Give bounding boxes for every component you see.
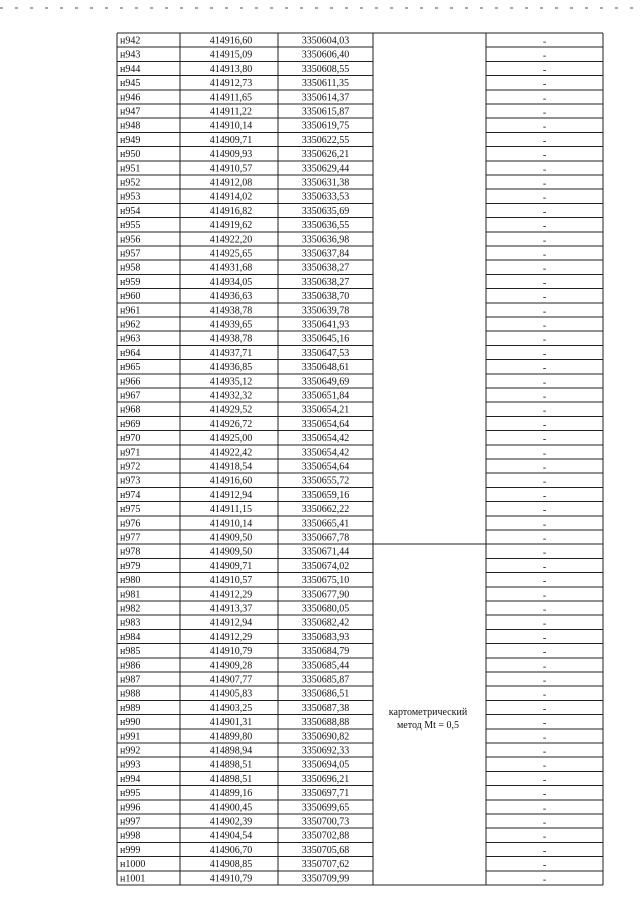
x-coordinate-cell: 414910,14 bbox=[209, 518, 253, 530]
precision-cell: - bbox=[542, 590, 547, 602]
x-coordinate-cell: 414910,14 bbox=[209, 120, 253, 132]
x-coordinate-cell: 414929,52 bbox=[209, 404, 253, 416]
point-id-cell: н1000 bbox=[120, 859, 146, 871]
precision-cell: - bbox=[542, 277, 547, 289]
precision-cell: - bbox=[542, 561, 547, 573]
precision-cell: - bbox=[542, 604, 547, 616]
precision-cell: - bbox=[542, 618, 547, 630]
point-id-cell: н977 bbox=[120, 532, 141, 544]
point-id-cell: н945 bbox=[120, 78, 141, 90]
precision-cell: - bbox=[542, 348, 547, 360]
y-coordinate-cell: 3350654,42 bbox=[301, 433, 350, 445]
method-label-line2: метод Mt = 0,5 bbox=[396, 720, 460, 731]
precision-cell: - bbox=[542, 320, 547, 332]
point-id-cell: н950 bbox=[120, 149, 141, 161]
y-coordinate-cell: 3350638,27 bbox=[301, 276, 350, 288]
point-id-cell: н978 bbox=[120, 546, 141, 558]
point-id-cell: н962 bbox=[120, 319, 141, 331]
x-coordinate-cell: 414935,12 bbox=[209, 376, 253, 388]
precision-cell: - bbox=[542, 391, 547, 403]
x-coordinate-cell: 414922,20 bbox=[209, 234, 253, 246]
precision-cell: - bbox=[542, 476, 547, 488]
precision-cell: - bbox=[542, 732, 547, 744]
precision-cell: - bbox=[542, 221, 547, 233]
y-coordinate-cell: 3350692,33 bbox=[301, 745, 350, 757]
x-coordinate-cell: 414898,51 bbox=[209, 759, 253, 771]
precision-cell: - bbox=[542, 803, 547, 815]
y-coordinate-cell: 3350707,62 bbox=[301, 859, 350, 871]
x-coordinate-cell: 414907,77 bbox=[209, 674, 253, 686]
y-coordinate-cell: 3350604,03 bbox=[301, 35, 350, 47]
precision-cell: - bbox=[542, 533, 547, 545]
point-id-cell: н976 bbox=[120, 518, 141, 530]
y-coordinate-cell: 3350631,38 bbox=[301, 177, 350, 189]
y-coordinate-cell: 3350635,69 bbox=[301, 205, 350, 217]
y-coordinate-cell: 3350619,75 bbox=[301, 120, 350, 132]
x-coordinate-cell: 414912,73 bbox=[209, 78, 253, 90]
table-grid bbox=[117, 33, 603, 885]
point-id-cell: н970 bbox=[120, 433, 141, 445]
y-coordinate-cell: 3350626,21 bbox=[301, 149, 350, 161]
precision-cell: - bbox=[542, 547, 547, 559]
point-id-cell: н948 bbox=[120, 120, 141, 132]
y-coordinate-cell: 3350705,68 bbox=[301, 844, 350, 856]
x-coordinate-cell: 414900,45 bbox=[209, 802, 253, 814]
precision-cell: - bbox=[542, 689, 547, 701]
precision-cell: - bbox=[542, 135, 547, 147]
precision-cell: - bbox=[542, 292, 547, 304]
x-coordinate-cell: 414914,02 bbox=[209, 191, 253, 203]
y-coordinate-cell: 3350654,21 bbox=[301, 404, 350, 416]
point-id-cell: н971 bbox=[120, 447, 141, 459]
precision-cell: - bbox=[542, 263, 547, 275]
x-coordinate-cell: 414911,65 bbox=[209, 92, 253, 104]
point-id-cell: н947 bbox=[120, 106, 141, 118]
x-coordinate-cell: 414909,93 bbox=[209, 149, 253, 161]
point-id-cell: н964 bbox=[120, 347, 141, 359]
x-coordinate-cell: 414939,65 bbox=[209, 319, 253, 331]
y-coordinate-cell: 3350697,71 bbox=[301, 788, 350, 800]
point-id-cell: н973 bbox=[120, 475, 141, 487]
x-coordinate-cell: 414936,63 bbox=[209, 291, 253, 303]
y-coordinate-cell: 3350687,38 bbox=[301, 702, 350, 714]
y-coordinate-cell: 3350638,70 bbox=[301, 291, 350, 303]
precision-cell: - bbox=[542, 93, 547, 105]
precision-cell: - bbox=[542, 831, 547, 843]
precision-cell: - bbox=[542, 448, 547, 460]
x-coordinate-cell: 414901,31 bbox=[209, 717, 253, 729]
y-coordinate-cell: 3350654,64 bbox=[301, 418, 350, 430]
point-id-cell: н993 bbox=[120, 759, 141, 771]
y-coordinate-cell: 3350690,82 bbox=[301, 731, 350, 743]
point-id-cell: н997 bbox=[120, 816, 141, 828]
precision-cell: - bbox=[542, 249, 547, 261]
y-coordinate-cell: 3350655,72 bbox=[301, 475, 350, 487]
point-id-cell: н985 bbox=[120, 646, 141, 658]
point-id-cell: н960 bbox=[120, 291, 141, 303]
point-id-cell: н988 bbox=[120, 688, 141, 700]
y-coordinate-cell: 3350665,41 bbox=[301, 518, 350, 530]
precision-cell: - bbox=[542, 519, 547, 531]
precision-cell: - bbox=[542, 718, 547, 730]
y-coordinate-cell: 3350649,69 bbox=[301, 376, 350, 388]
y-coordinate-cell: 3350611,35 bbox=[301, 78, 350, 90]
y-coordinate-cell: 3350639,78 bbox=[301, 305, 350, 317]
x-coordinate-cell: 414918,54 bbox=[209, 461, 253, 473]
precision-cell: - bbox=[542, 505, 547, 517]
precision-cell: - bbox=[542, 817, 547, 829]
y-coordinate-cell: 3350648,61 bbox=[301, 362, 350, 374]
x-coordinate-cell: 414906,70 bbox=[209, 844, 253, 856]
y-coordinate-cell: 3350682,42 bbox=[301, 617, 350, 629]
x-coordinate-cell: 414913,37 bbox=[209, 603, 253, 615]
point-id-cell: н943 bbox=[120, 49, 141, 61]
precision-cell: - bbox=[542, 874, 547, 886]
y-coordinate-cell: 3350675,10 bbox=[301, 575, 350, 587]
point-id-cell: н957 bbox=[120, 248, 141, 260]
precision-cell: - bbox=[542, 576, 547, 588]
precision-cell: - bbox=[542, 178, 547, 190]
point-id-cell: н996 bbox=[120, 802, 141, 814]
precision-cell: - bbox=[542, 434, 547, 446]
y-coordinate-cell: 3350659,16 bbox=[301, 489, 350, 501]
y-coordinate-cell: 3350651,84 bbox=[301, 390, 350, 402]
y-coordinate-cell: 3350641,93 bbox=[301, 319, 350, 331]
point-id-cell: н990 bbox=[120, 717, 141, 729]
precision-cell: - bbox=[542, 36, 547, 48]
y-coordinate-cell: 3350680,05 bbox=[301, 603, 350, 615]
point-id-cell: н980 bbox=[120, 575, 141, 587]
point-id-cell: н983 bbox=[120, 617, 141, 629]
x-coordinate-cell: 414912,29 bbox=[209, 631, 253, 643]
y-coordinate-cell: 3350608,55 bbox=[301, 63, 350, 75]
x-coordinate-cell: 414912,29 bbox=[209, 589, 253, 601]
precision-cell: - bbox=[542, 306, 547, 318]
point-id-cell: н959 bbox=[120, 276, 141, 288]
table-cells bbox=[120, 36, 546, 886]
point-id-cell: н965 bbox=[120, 362, 141, 374]
precision-cell: - bbox=[542, 419, 547, 431]
y-coordinate-cell: 3350654,64 bbox=[301, 461, 350, 473]
x-coordinate-cell: 414908,85 bbox=[209, 859, 253, 871]
y-coordinate-cell: 3350667,78 bbox=[301, 532, 350, 544]
precision-cell: - bbox=[542, 107, 547, 119]
point-id-cell: н958 bbox=[120, 262, 141, 274]
y-coordinate-cell: 3350700,73 bbox=[301, 816, 350, 828]
precision-cell: - bbox=[542, 647, 547, 659]
point-id-cell: н954 bbox=[120, 205, 141, 217]
x-coordinate-cell: 414938,78 bbox=[209, 305, 253, 317]
y-coordinate-cell: 3350696,21 bbox=[301, 773, 350, 785]
x-coordinate-cell: 414937,71 bbox=[209, 347, 253, 359]
precision-cell: - bbox=[542, 363, 547, 375]
precision-cell: - bbox=[542, 164, 547, 176]
y-coordinate-cell: 3350629,44 bbox=[301, 163, 350, 175]
x-coordinate-cell: 414909,71 bbox=[209, 560, 253, 572]
point-id-cell: н991 bbox=[120, 731, 141, 743]
x-coordinate-cell: 414925,00 bbox=[209, 433, 253, 445]
precision-cell: - bbox=[542, 490, 547, 502]
precision-cell: - bbox=[542, 377, 547, 389]
precision-cell: - bbox=[542, 675, 547, 687]
x-coordinate-cell: 414910,57 bbox=[209, 163, 253, 175]
y-coordinate-cell: 3350709,99 bbox=[301, 873, 350, 885]
x-coordinate-cell: 414903,25 bbox=[209, 702, 253, 714]
y-coordinate-cell: 3350671,44 bbox=[301, 546, 350, 558]
x-coordinate-cell: 414919,62 bbox=[209, 220, 253, 232]
point-id-cell: н995 bbox=[120, 788, 141, 800]
point-id-cell: н944 bbox=[120, 63, 141, 75]
point-id-cell: н999 bbox=[120, 844, 141, 856]
x-coordinate-cell: 414910,57 bbox=[209, 575, 253, 587]
point-id-cell: н963 bbox=[120, 333, 141, 345]
x-coordinate-cell: 414909,28 bbox=[209, 660, 253, 672]
precision-cell: - bbox=[542, 64, 547, 76]
x-coordinate-cell: 414912,08 bbox=[209, 177, 253, 189]
precision-cell: - bbox=[542, 789, 547, 801]
x-coordinate-cell: 414916,82 bbox=[209, 205, 253, 217]
precision-cell: - bbox=[542, 845, 547, 857]
y-coordinate-cell: 3350685,87 bbox=[301, 674, 350, 686]
y-coordinate-cell: 3350686,51 bbox=[301, 688, 350, 700]
point-id-cell: н982 bbox=[120, 603, 141, 615]
y-coordinate-cell: 3350702,88 bbox=[301, 830, 350, 842]
point-id-cell: н955 bbox=[120, 220, 141, 232]
x-coordinate-cell: 414909,71 bbox=[209, 134, 253, 146]
point-id-cell: н968 bbox=[120, 404, 141, 416]
x-coordinate-cell: 414911,15 bbox=[209, 504, 253, 516]
x-coordinate-cell: 414899,16 bbox=[209, 788, 253, 800]
y-coordinate-cell: 3350647,53 bbox=[301, 347, 350, 359]
x-coordinate-cell: 414898,51 bbox=[209, 773, 253, 785]
x-coordinate-cell: 414910,79 bbox=[209, 646, 253, 658]
point-id-cell: н1001 bbox=[120, 873, 146, 885]
precision-cell: - bbox=[542, 405, 547, 417]
point-id-cell: н989 bbox=[120, 702, 141, 714]
point-id-cell: н972 bbox=[120, 461, 141, 473]
precision-cell: - bbox=[542, 746, 547, 758]
y-coordinate-cell: 3350685,44 bbox=[301, 660, 350, 672]
y-coordinate-cell: 3350638,27 bbox=[301, 262, 350, 274]
x-coordinate-cell: 414922,42 bbox=[209, 447, 253, 459]
y-coordinate-cell: 3350684,79 bbox=[301, 646, 350, 658]
point-id-cell: н949 bbox=[120, 134, 141, 146]
x-coordinate-cell: 414932,32 bbox=[209, 390, 253, 402]
y-coordinate-cell: 3350637,84 bbox=[301, 248, 350, 260]
x-coordinate-cell: 414911,22 bbox=[209, 106, 253, 118]
x-coordinate-cell: 414915,09 bbox=[209, 49, 253, 61]
x-coordinate-cell: 414934,05 bbox=[209, 276, 253, 288]
x-coordinate-cell: 414904,54 bbox=[209, 830, 253, 842]
x-coordinate-cell: 414931,68 bbox=[209, 262, 253, 274]
point-id-cell: н942 bbox=[120, 35, 141, 47]
point-id-cell: н975 bbox=[120, 504, 141, 516]
precision-cell: - bbox=[542, 206, 547, 218]
x-coordinate-cell: 414912,94 bbox=[209, 617, 253, 629]
x-coordinate-cell: 414909,50 bbox=[209, 532, 253, 544]
x-coordinate-cell: 414938,78 bbox=[209, 333, 253, 345]
precision-cell: - bbox=[542, 774, 547, 786]
precision-cell: - bbox=[542, 632, 547, 644]
y-coordinate-cell: 3350614,37 bbox=[301, 92, 350, 104]
precision-cell: - bbox=[542, 462, 547, 474]
y-coordinate-cell: 3350636,55 bbox=[301, 220, 350, 232]
point-id-cell: н986 bbox=[120, 660, 141, 672]
precision-cell: - bbox=[542, 150, 547, 162]
x-coordinate-cell: 414902,39 bbox=[209, 816, 253, 828]
y-coordinate-cell: 3350654,42 bbox=[301, 447, 350, 459]
point-id-cell: н984 bbox=[120, 631, 141, 643]
x-coordinate-cell: 414912,94 bbox=[209, 489, 253, 501]
precision-cell: - bbox=[542, 334, 547, 346]
x-coordinate-cell: 414913,80 bbox=[209, 63, 253, 75]
y-coordinate-cell: 3350674,02 bbox=[301, 560, 350, 572]
point-id-cell: н951 bbox=[120, 163, 141, 175]
y-coordinate-cell: 3350694,05 bbox=[301, 759, 350, 771]
x-coordinate-cell: 414916,60 bbox=[209, 475, 253, 487]
point-id-cell: н994 bbox=[120, 773, 141, 785]
point-id-cell: н981 bbox=[120, 589, 141, 601]
point-id-cell: н953 bbox=[120, 191, 141, 203]
point-id-cell: н998 bbox=[120, 830, 141, 842]
y-coordinate-cell: 3350688,88 bbox=[301, 717, 350, 729]
x-coordinate-cell: 414916,60 bbox=[209, 35, 253, 47]
y-coordinate-cell: 3350633,53 bbox=[301, 191, 350, 203]
point-id-cell: н961 bbox=[120, 305, 141, 317]
point-id-cell: н966 bbox=[120, 376, 141, 388]
y-coordinate-cell: 3350677,90 bbox=[301, 589, 350, 601]
x-coordinate-cell: 414936,85 bbox=[209, 362, 253, 374]
point-id-cell: н979 bbox=[120, 560, 141, 572]
precision-cell: - bbox=[542, 121, 547, 133]
x-coordinate-cell: 414926,72 bbox=[209, 418, 253, 430]
y-coordinate-cell: 3350636,98 bbox=[301, 234, 350, 246]
point-id-cell: н992 bbox=[120, 745, 141, 757]
precision-cell: - bbox=[542, 860, 547, 872]
precision-cell: - bbox=[542, 192, 547, 204]
y-coordinate-cell: 3350699,65 bbox=[301, 802, 350, 814]
point-id-cell: н956 bbox=[120, 234, 141, 246]
method-cell bbox=[389, 707, 468, 731]
x-coordinate-cell: 414925,65 bbox=[209, 248, 253, 260]
precision-cell: - bbox=[542, 50, 547, 62]
x-coordinate-cell: 414909,50 bbox=[209, 546, 253, 558]
point-id-cell: н967 bbox=[120, 390, 141, 402]
y-coordinate-cell: 3350662,22 bbox=[301, 504, 350, 516]
precision-cell: - bbox=[542, 661, 547, 673]
y-coordinate-cell: 3350606,40 bbox=[301, 49, 350, 61]
y-coordinate-cell: 3350645,16 bbox=[301, 333, 350, 345]
x-coordinate-cell: 414905,83 bbox=[209, 688, 253, 700]
x-coordinate-cell: 414898,94 bbox=[209, 745, 253, 757]
precision-cell: - bbox=[542, 79, 547, 91]
point-id-cell: н946 bbox=[120, 92, 141, 104]
point-id-cell: н952 bbox=[120, 177, 141, 189]
y-coordinate-cell: 3350622,55 bbox=[301, 134, 350, 146]
point-id-cell: н974 bbox=[120, 489, 141, 501]
method-label-line1: картометрический bbox=[388, 707, 468, 718]
x-coordinate-cell: 414910,79 bbox=[209, 873, 253, 885]
point-id-cell: н987 bbox=[120, 674, 141, 686]
precision-cell: - bbox=[542, 235, 547, 247]
x-coordinate-cell: 414899,80 bbox=[209, 731, 253, 743]
y-coordinate-cell: 3350615,87 bbox=[301, 106, 350, 118]
precision-cell: - bbox=[542, 703, 547, 715]
point-id-cell: н969 bbox=[120, 418, 141, 430]
precision-cell: - bbox=[542, 760, 547, 772]
y-coordinate-cell: 3350683,93 bbox=[301, 631, 350, 643]
